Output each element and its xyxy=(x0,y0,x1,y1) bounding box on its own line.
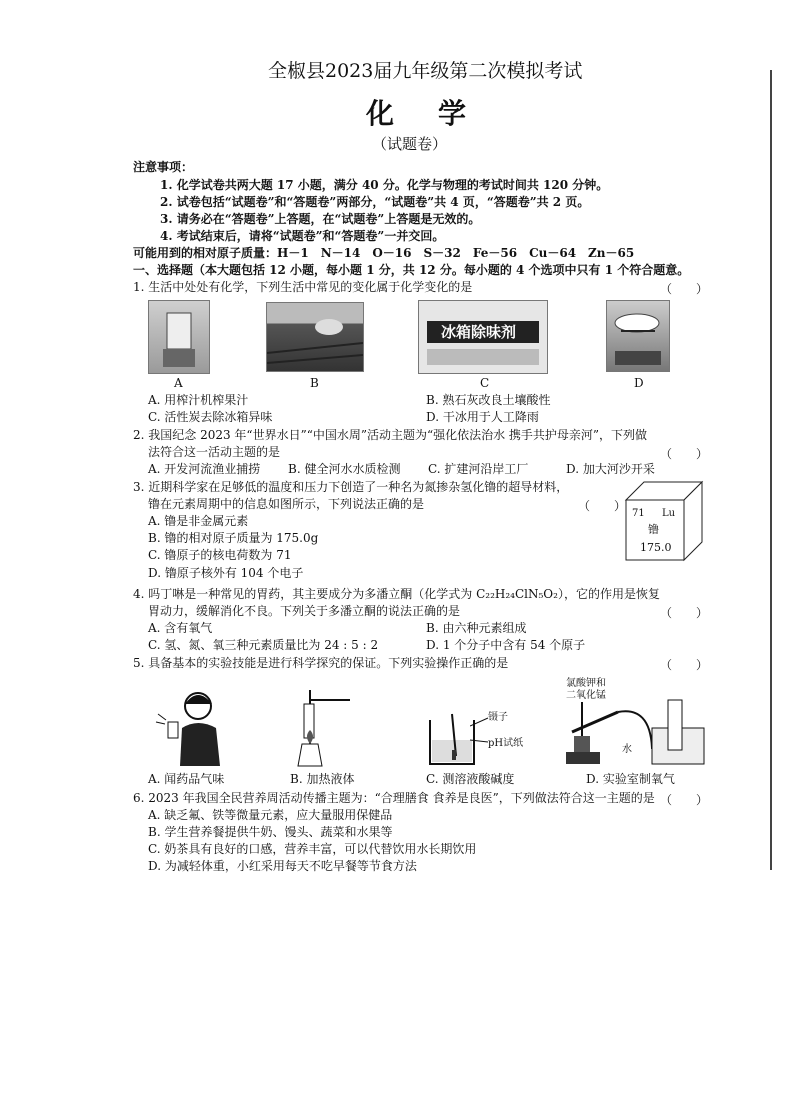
q3-option-b: B. 镥的相对原子质量为 175.0g xyxy=(148,531,319,545)
heat-liquid-diagram xyxy=(294,686,356,768)
q2-paren: （ ） xyxy=(660,447,709,461)
element-mass: 175.0 xyxy=(640,541,672,554)
q6-option-a: A. 缺乏氟、铁等微量元素，应大量服用保健品 xyxy=(148,808,393,822)
q5-option-c: C. 测溶液酸碱度 xyxy=(426,772,515,786)
notice-item-2: 2. 试卷包括“试题卷”和“答题卷”两部分，“试题卷”共 4 页，“答题卷”共 2 页。 xyxy=(160,195,590,209)
juicer-image xyxy=(148,300,210,374)
q2-stem-line1: 2. 我国纪念 2023 年“世界水日”“中国水周”活动主题为“强化依法治水 携手共护母亲河”，下列做 xyxy=(133,428,648,442)
section-1-title: 一、选择题（本大题包括 12 小题，每小题 1 分，共 12 分。每小题的 4 个选项中只有 1 个符合题意。 xyxy=(133,263,690,277)
q2-option-d: D. 加大河沙开采 xyxy=(566,462,655,476)
airplane-cloud-icon xyxy=(607,301,669,371)
element-name: 镥 xyxy=(648,523,659,536)
q5-stem: 5. 具备基本的实验技能是进行科学探究的保证。下列实验操作正确的是 xyxy=(133,656,509,670)
dry-ice-rain-image xyxy=(606,300,670,372)
q3-paren: （ ） xyxy=(578,499,627,513)
reagent-label-1: 氯酸钾和 xyxy=(566,678,606,689)
q4-stem-line2: 胃动力，缓解消化不良。下列关于多潘立酮的说法正确的是 xyxy=(148,604,461,618)
q4-option-b: B. 由六种元素组成 xyxy=(426,621,527,635)
q6-paren: （ ） xyxy=(660,793,709,807)
q1-option-d: D. 干冰用于人工降雨 xyxy=(426,410,539,424)
q5-paren: （ ） xyxy=(660,658,709,672)
subtitle: （试题卷） xyxy=(372,135,448,153)
q5-option-a: A. 闻药品气味 xyxy=(148,772,225,786)
q4-stem-line1: 4. 吗丁啉是一种常见的胃药，其主要成分为多潘立酮（化学式为 C₂₂H₂₄ClN₅O₂），它的作用是恢复 xyxy=(133,587,660,601)
q2-option-c: C. 扩建河沿岸工厂 xyxy=(428,462,529,476)
fridge-deodorant-image xyxy=(418,300,548,374)
q3-option-c: C. 镥原子的核电荷数为 71 xyxy=(148,548,292,562)
q5-option-b: B. 加热液体 xyxy=(290,772,355,786)
box-icon xyxy=(419,301,547,373)
q1-img-label-a: A xyxy=(174,376,183,390)
q1-stem: 1. 生活中处处有化学，下列生活中常见的变化属于化学变化的是 xyxy=(133,280,473,294)
tractor-icon xyxy=(267,303,363,371)
ph-paper-label: pH试纸 xyxy=(488,738,524,749)
q3-stem-line2: 镥在元素周期中的信息如图所示，下列说法正确的是 xyxy=(148,497,425,511)
water-label: 水 xyxy=(622,744,632,755)
juicer-icon xyxy=(149,301,209,373)
q1-option-b: B. 熟石灰改良土壤酸性 xyxy=(426,393,551,407)
notice-item-1: 1. 化学试卷共两大题 17 小题，满分 40 分。化学与物理的考试时间共 120 分钟。 xyxy=(160,178,609,192)
lutetium-element-card xyxy=(618,478,704,562)
atomic-masses: 可能用到的相对原子质量：H－1 N－14 O－16 S－32 Fe－56 Cu－64 Zn－65 xyxy=(133,246,635,260)
q4-option-c: C. 氢、氮、氧三种元素质量比为 24 : 5 : 2 xyxy=(148,638,379,652)
notice-item-4: 4. 考试结束后，请将“试题卷”和“答题卷”一并交回。 xyxy=(160,229,445,243)
q1-img-label-b: B xyxy=(310,376,319,390)
q4-paren: （ ） xyxy=(660,606,709,620)
q5-option-d: D. 实验室制氧气 xyxy=(586,772,675,786)
tweezers-label: 镊子 xyxy=(488,712,508,723)
q1-option-c: C. 活性炭去除冰箱异味 xyxy=(148,410,273,424)
q3-option-a: A. 镥是非金属元素 xyxy=(148,514,249,528)
q2-stem-line2: 法符合这一活动主题的是 xyxy=(148,445,281,459)
q2-option-b: B. 健全河水水质检测 xyxy=(288,462,401,476)
q6-stem: 6. 2023 年我国全民营养周活动传播主题为：“合理膳食 食养是良医”，下列做法符合这一主题的是 xyxy=(133,791,655,805)
subject-title: 化 学 xyxy=(366,97,475,130)
element-symbol: Lu xyxy=(662,508,676,519)
label-leader-lines xyxy=(470,712,490,746)
q3-stem-line1: 3. 近期科学家在足够低的温度和压力下创造了一种名为氮掺杂氢化镥的超导材料， xyxy=(133,480,569,494)
oxygen-prep-diagram xyxy=(560,696,710,768)
q1-img-label-c: C xyxy=(480,376,490,390)
notice-heading: 注意事项： xyxy=(133,160,194,174)
q1-img-label-d: D xyxy=(634,376,644,390)
smell-chemical-diagram xyxy=(150,684,242,766)
fridge-deodorant-text: 冰箱除味剂 xyxy=(441,323,517,341)
page-edge-line xyxy=(770,70,772,870)
q2-option-a: A. 开发河流渔业捕捞 xyxy=(148,462,261,476)
q4-option-a: A. 含有氧气 xyxy=(148,621,213,635)
q3-option-d: D. 镥原子核外有 104 个电子 xyxy=(148,566,304,580)
q6-option-d: D. 为减轻体重，小红采用每天不吃早餐等节食方法 xyxy=(148,859,417,873)
q6-option-c: C. 奶茶具有良好的口感，营养丰富，可以代替饮用水长期饮用 xyxy=(148,842,477,856)
exam-title: 全椒县2023届九年级第二次模拟考试 xyxy=(268,60,583,82)
element-atomic-number: 71 xyxy=(632,508,645,519)
q6-option-b: B. 学生营养餐提供牛奶、馒头、蔬菜和水果等 xyxy=(148,825,393,839)
notice-item-3: 3. 请务必在“答题卷”上答题，在“试题卷”上答题是无效的。 xyxy=(160,212,481,226)
q4-option-d: D. 1 个分子中含有 54 个原子 xyxy=(426,638,586,652)
q1-option-a: A. 用榨汁机榨果汁 xyxy=(148,393,249,407)
soil-image xyxy=(266,302,364,372)
reagent-label-2: 二氧化锰 xyxy=(566,690,606,701)
q1-paren: （ ） xyxy=(660,282,709,296)
